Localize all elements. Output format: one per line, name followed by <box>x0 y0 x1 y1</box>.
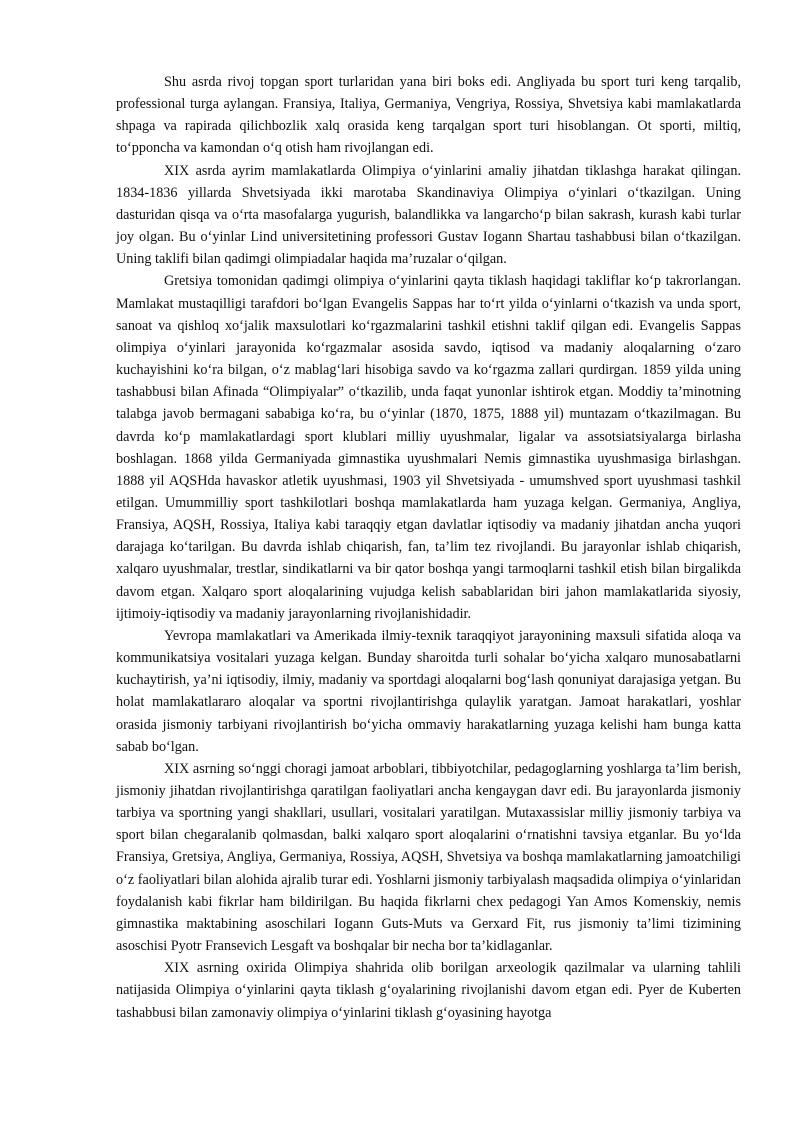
paragraph-physical-education: XIX asrning so‘nggi choragi jamoat arboblari, tibbiyotchilar, pedagoglarning yoshlarga ta’lim berish, jismoniy jihatdan rivojlantirishga qaratilgan faoliyatlari ancha kengaygan davr edi. Bu jarayonlarda jismoniy tarbiya va sportning yangi shakllari, usullari, vositalari yaratilgan. Mutaxassislar milliy jismoniy tarbiya va sport bilan chegaralanib qolmasdan, balki xalqaro sport aloqalarini o‘rnatishni tavsiya etganlar. Bu yo‘lda Fransiya, Gretsiya, Angliya, Germaniya, Rossiya, AQSH, Shvetsiya va boshqa mamlakatlarning jamoatchiligi o‘z faoliyatlari bilan alohida ajralib turar edi. Yoshlarni jismoniy tarbiyalash maqsadida olimpiya o‘yinlaridan foydalanish kabi fikrlar ham bildirilgan. Bu haqida fikrlarni chex pedagogi Yan Amos Komenskiy, nemis gimnastika maktabining asoschilari Iogann Guts-Muts va Gerxard Fit, rus jismoniy ta’limi tizimining asoschisi Pyotr Fransevich Lesgaft va boshqalar bir necha bor ta’kidlaganlar. <box>116 760 741 955</box>
paragraph-greek-revival: Gretsiya tomonidan qadimgi olimpiya o‘yinlarini qayta tiklash haqidagi takliflar ko‘p takrorlangan. Mamlakat mustaqilligi tarafdori bo‘lgan Evangelis Sappas har to‘rt yilda o‘yinlarni o‘tkazish va unda sport, sanoat va qishloq xo‘jalik maxsulotlari ko‘rgazmalarini tashkil etishni taklif qilgan edi. Evangelis Sappas olimpiya o‘yinlari jarayonida ko‘rgazmalar asosida savdo, iqtisod va madaniy aloqalarning o‘zaro kuchayishini ko‘ra bilgan, o‘z mablag‘lari hisobiga savdo va ko‘rgazma zallari qurdirgan. 1859 yilda uning tashabbusi bilan Afinada “Olimpiyalar” o‘tkazilib, unda faqat yunonlar ishtirok etgan. Moddiy ta’minotning talabga javob bermagani sababiga ko‘ra, bu o‘yinlar (1870, 1875, 1888 yil) muntazam o‘tkazilmagan. Bu davrda ko‘p mamlakatlardagi sport klublari milliy uyushmalar, ligalar va assotsiatsiyalarga birlasha boshlagan. 1868 yilda Germaniyada gimnastika uyushmalari Nemis gimnastika uyushmasiga birlashgan. 1888 yil AQSHda havaskor atletik uyushmasi, 1903 yil Shvetsiyada - umumshved sport uyushmasi tashkil etilgan. Umummilliy sport tashkilotlari boshqa mamlakatlarda ham yuzaga kelgan. Germaniya, Angliya, Fransiya, AQSH, Rossiya, Italiya kabi taraqqiy etgan davlatlar iqtisodiy va madaniy jihatdan ancha yuqori darajaga ko‘tarilgan. Bu davrda ishlab chiqarish, fan, ta’lim tez rivojlandi. Bu jarayonlar ishlab chiqarish, xalqaro uyushmalar, trestlar, sindikatlarni va bir qator boshqa yangi tarmoqlarni tashkil etish bilan birgalikda davom etgan. Xalqaro sport aloqalarining vujudga kelish sabablaridan biri jahon mamlakatlarida siyosiy, ijtimoiy-iqtisodiy va madaniy jarayonlarning rivojlanishidadir. <box>116 273 741 622</box>
document-page <box>116 71 741 1024</box>
paragraph-boxing: Shu asrda rivoj topgan sport turlaridan yana biri boks edi. Angliyada bu sport turi keng tarqalib, professional turga aylangan. Fransiya, Italiya, Germaniya, Vengriya, Rossiya, Shvetsiya kabi mamlakatlarda shpaga va rapirada qilichbozlik xalq orasida keng tarqalgan sport turi hisoblangan. Ot sporti, miltiq, to‘pponcha va kamondan o‘q otish ham rivojlangan edi. <box>116 74 741 157</box>
paragraph-scandinavian-games: XIX asrda ayrim mamlakatlarda Olimpiya o‘yinlarini amaliy jihatdan tiklashga harakat qilingan. 1834-1836 yillarda Shvetsiyada ikki marotaba Skandinaviya Olimpiya o‘yinlari o‘tkazilgan. Uning dasturidan qisqa va o‘rta masofalarga yugurish, balandlikka va langarcho‘p bilan sakrash, kurash kabi turlar joy olgan. Bu o‘yinlar Lind universitetining professori Gustav Iogann Shartau tashabbusi bilan o‘tkazilgan. Uning taklifi bilan qadimgi olimpiadalar haqida ma’ruzalar o‘qilgan. <box>116 162 741 268</box>
paragraph-archaeology: XIX asrning oxirida Olimpiya shahrida olib borilgan arxeologik qazilmalar va ularning tahlili natijasida Olimpiya o‘yinlarini qayta tiklash g‘oyalarining rivojlanishi davom etgan edi. Pyer de Kuberten tashabbusi bilan zamonaviy olimpiya o‘yinlarini tiklash g‘oyasining hayotga <box>116 960 741 1021</box>
paragraph-communications: Yevropa mamlakatlari va Amerikada ilmiy-texnik taraqqiyot jarayonining maxsuli sifatida aloqa va kommunikatsiya vositalari yuzaga kelgan. Bunday sharoitda turli sohalar bo‘yicha xalqaro munosabatlarni kuchaytirish, ya’ni iqtisodiy, ilmiy, madaniy va sportdagi aloqalarni bog‘lash qonuniyat darajasiga yetgan. Bu holat mamlakatlararo aloqalar va sportni rivojlantirishga qulaylik yaratgan. Jamoat harakatlari, yoshlar orasida jismoniy tarbiyani rivojlantirish bo‘yicha ommaviy harakatlarning yuzaga kelishi ham bunga katta sabab bo‘lgan. <box>116 627 741 755</box>
